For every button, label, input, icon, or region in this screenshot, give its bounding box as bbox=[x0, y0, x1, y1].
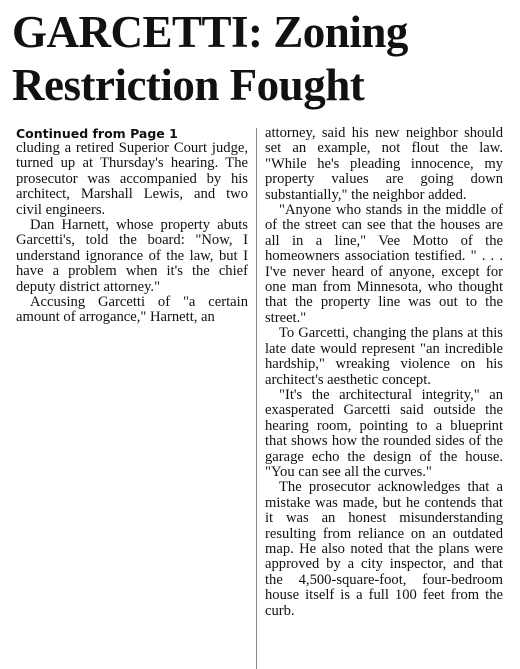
left-paragraph-3: Accusing Garcetti of "a certain amount of arrogance," Harnett, an bbox=[16, 294, 248, 326]
right-column bbox=[265, 126, 503, 619]
left-paragraph-1: cluding a retired Superior Court judge, turned up at Thursday's hearing. The prosecutor was accompanied by his architect, Marshall Lewis, and two civil engineers. bbox=[16, 140, 248, 218]
right-paragraph-4: "It's the architectural integrity," an exasperated Garcetti said outside the hearing room, pointing to a blueprint that shows how the rounded sides of the garage echo the design of the house. "You can see all the curves." bbox=[265, 386, 503, 480]
left-paragraph-2: Dan Harnett, whose property abuts Garcetti's, told the board: "Now, I understand ignorance of the law, but I have a problem when it's the chief deputy district attorney." bbox=[16, 217, 248, 295]
continued-from-label: Continued from Page 1 bbox=[16, 126, 178, 141]
left-column bbox=[16, 126, 248, 326]
right-paragraph-5: The prosecutor acknowledges that a mistake was made, but he contends that it was an honest misunderstanding resulting from reliance on an outdated map. He also noted that the plans were approved by a city inspector, and that the 4,500-square-foot, four-bedroom house itself is a full 100 feet from the curb. bbox=[265, 479, 503, 619]
right-paragraph-3: To Garcetti, changing the plans at this late date would represent "an incredible hardship," wreaking violence on his architect's aesthetic concept. bbox=[265, 325, 503, 388]
column-divider bbox=[256, 128, 257, 669]
right-paragraph-2: "Anyone who stands in the middle of of the street can see that the houses are all in a line," Vee Motto of the homeowners association testified. " . . . I've never heard of anyone, except for one man from Minnesota, who thought that the property line was out to the street." bbox=[265, 202, 503, 326]
right-paragraph-1: attorney, said his new neighbor should set an example, not flout the law. "While he's pleading innocence, my property values are going down substantially," the neighbor added. bbox=[265, 125, 503, 203]
headline bbox=[12, 6, 512, 112]
headline-line-1: GARCETTI: Zoning bbox=[12, 7, 408, 57]
headline-line-2: Restriction Fought bbox=[12, 60, 365, 110]
